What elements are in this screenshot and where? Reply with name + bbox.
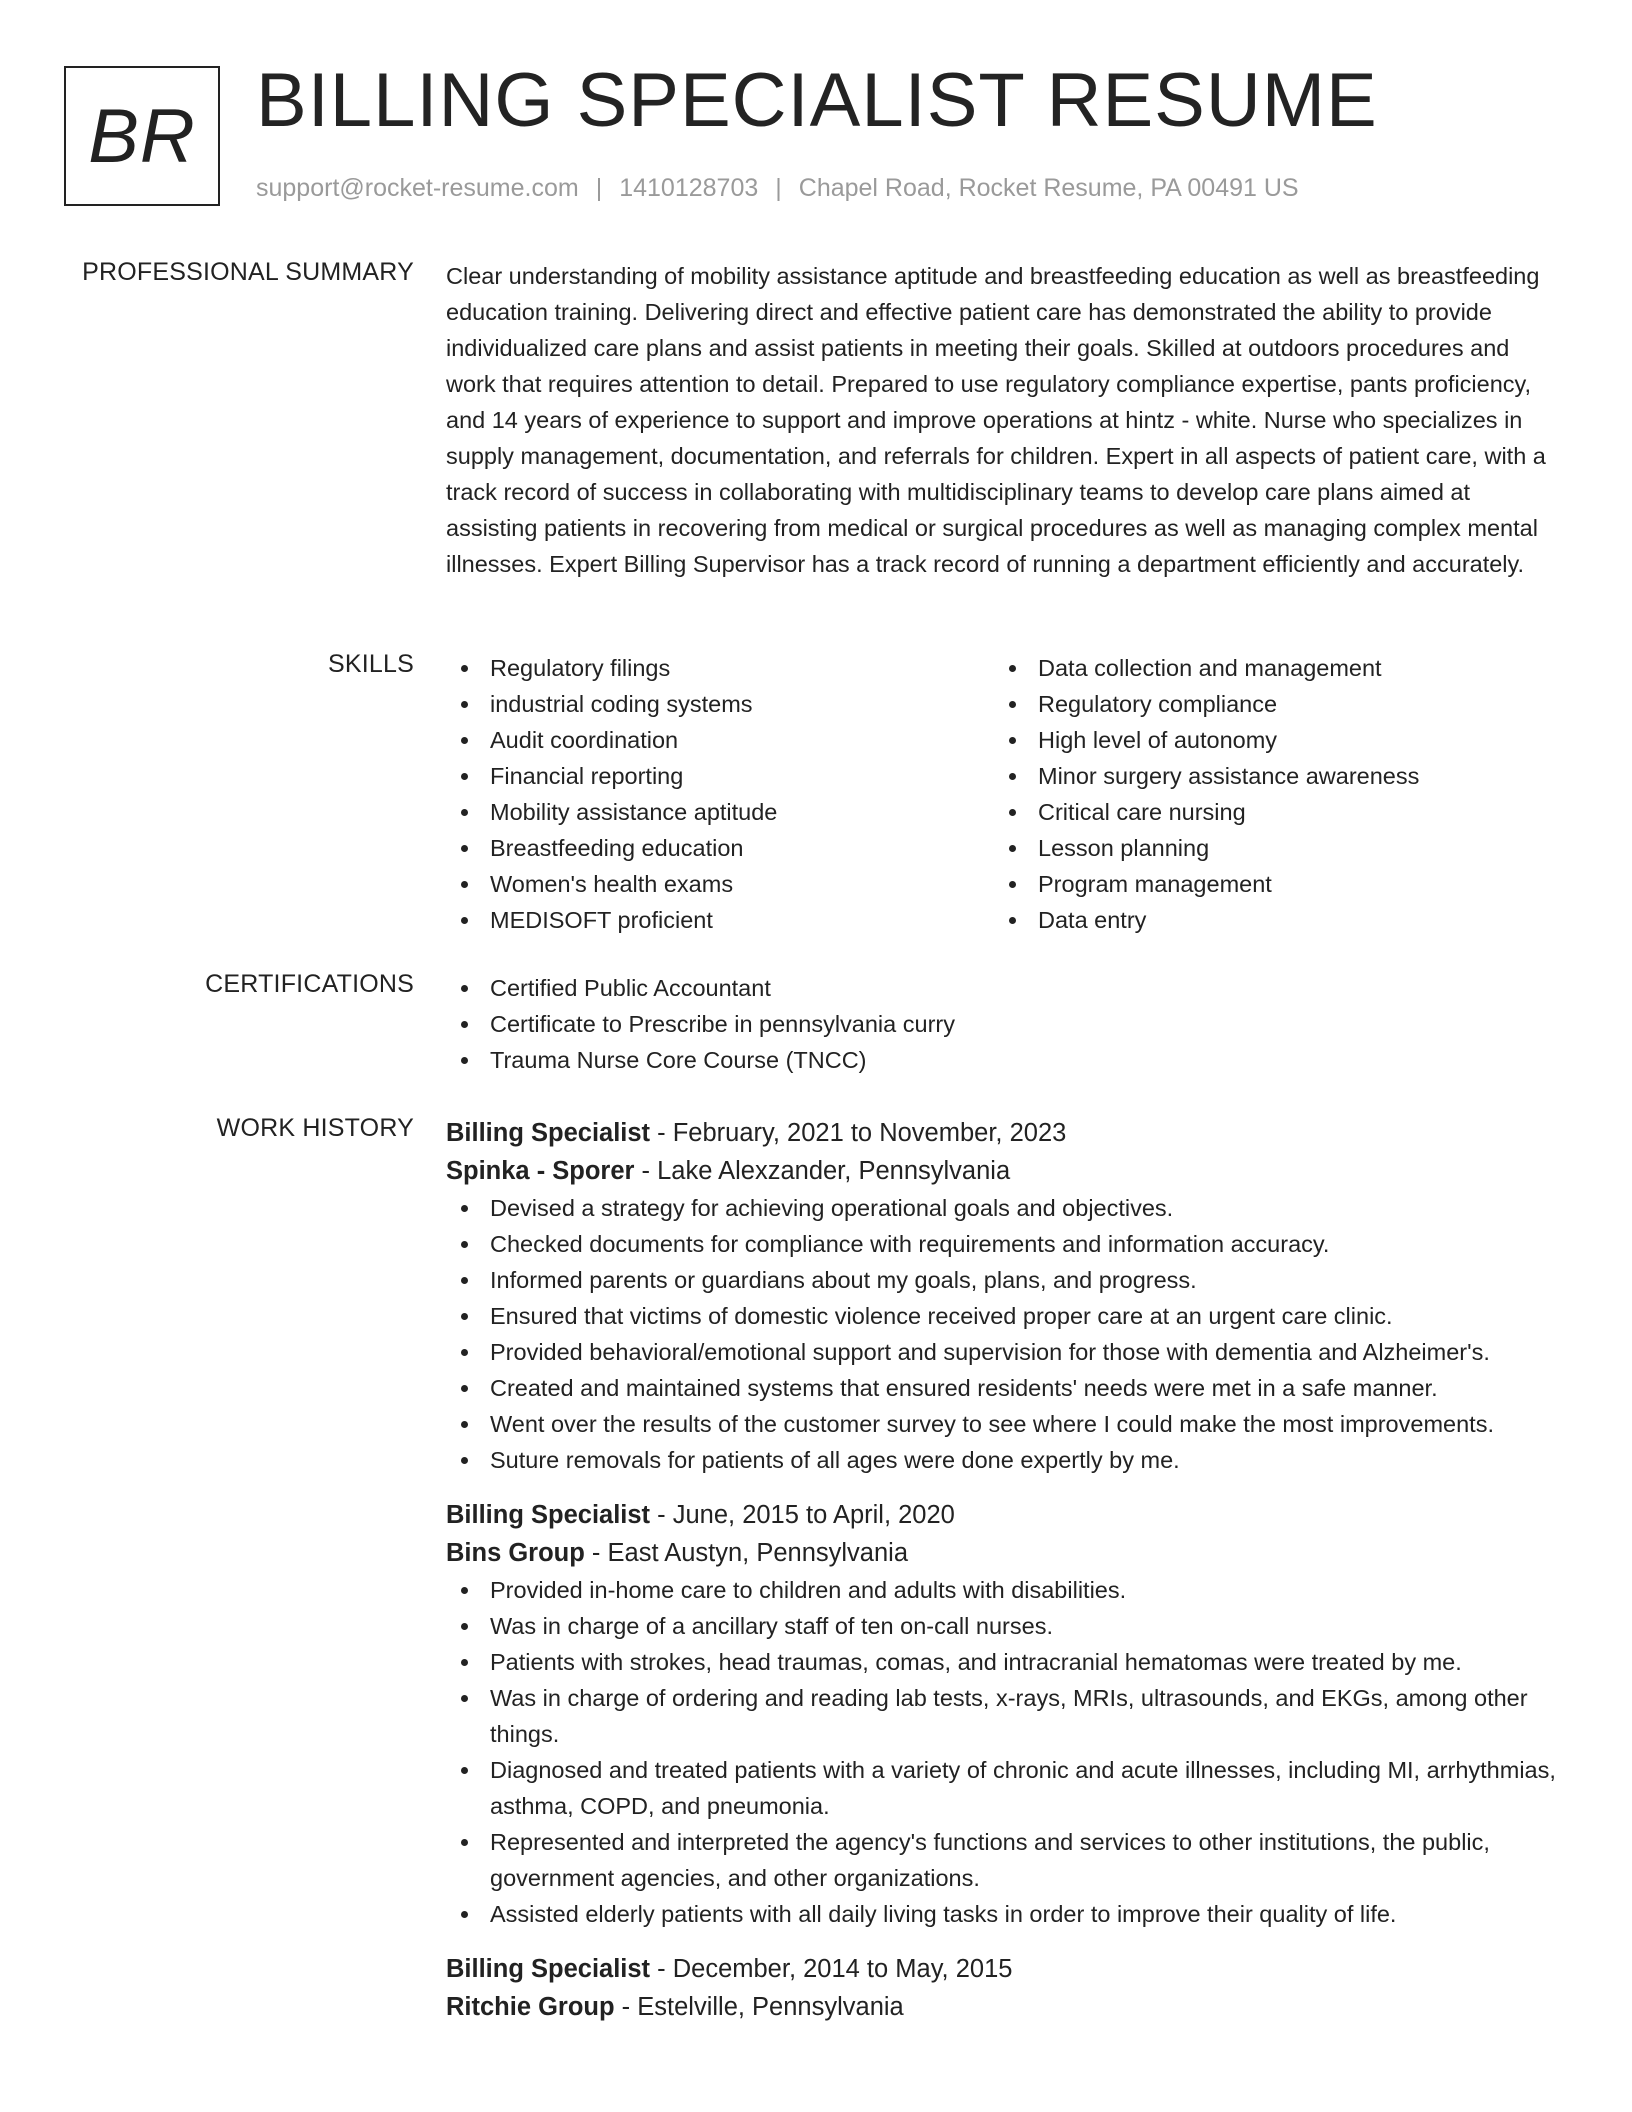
job-entry [446,1950,1562,2026]
job-bullet: Provided in-home care to children and adults with disabilities. [446,1572,1562,1608]
skill-item: industrial coding systems [446,686,994,722]
section-label-certifications: CERTIFICATIONS [205,970,414,998]
certifications-body [446,970,1562,1078]
job-bullet: Informed parents or guardians about my goals, plans, and progress. [446,1262,1562,1298]
certification-item: Trauma Nurse Core Course (TNCC) [446,1042,1562,1078]
skill-item: High level of autonomy [994,722,1542,758]
skill-item: Mobility assistance aptitude [446,794,994,830]
job-entry [446,1114,1562,1478]
section-label-skills: SKILLS [328,650,414,678]
job-dates: - February, 2021 to November, 2023 [650,1119,1067,1147]
skill-item: Regulatory compliance [994,686,1542,722]
contact-phone: 1410128703 [619,174,759,202]
section-label-summary: PROFESSIONAL SUMMARY [82,258,414,286]
job-company-line [446,1988,1562,2026]
skill-item: MEDISOFT proficient [446,902,994,938]
skill-item: Audit coordination [446,722,994,758]
job-bullet: Created and maintained systems that ensured residents' needs were met in a safe manner. [446,1370,1562,1406]
section-label-work-history: WORK HISTORY [216,1114,414,1142]
skill-item: Financial reporting [446,758,994,794]
resume-title: BILLING SPECIALIST RESUME [256,58,1378,143]
contact-line [256,174,1299,203]
skill-item: Breastfeeding education [446,830,994,866]
summary-text: Clear understanding of mobility assistance aptitude and breastfeeding education as well as breastfeeding education training. Delivering direct and effective patient care has demonstrated the ability to provide individualized care plans and assist patients in meeting their goals. Skilled at outdoors procedures and work that requires attention to detail. Prepared to use regulatory compliance expertise, pants proficiency, and 14 years of experience to support and improve operations at hintz - white. Nurse who specializes in supply management, documentation, and referrals for children. Expert in all aspects of patient care, with a track record of success in collaborating with multidisciplinary teams to develop care plans aimed at assisting patients in recovering from medical or surgical procedures as well as managing complex mental illnesses. Expert Billing Supervisor has a track record of running a department efficiently and accurately. [446,263,1546,577]
job-location: - Estelville, Pennsylvania [614,1993,904,2021]
contact-email: support@rocket-resume.com [256,174,579,202]
job-title: Billing Specialist [446,1119,651,1147]
job-title: Billing Specialist [446,1955,651,1983]
certification-item: Certificate to Prescribe in pennsylvania curry [446,1006,1562,1042]
job-company-line [446,1534,1562,1572]
work-history-body [446,1114,1562,2044]
job-bullet: Diagnosed and treated patients with a variety of chronic and acute illnesses, including MI, arrhythmias, asthma, COPD, and pneumonia. [446,1752,1562,1824]
job-bullet: Was in charge of a ancillary staff of ten on-call nurses. [446,1608,1562,1644]
contact-separator: | [595,174,603,202]
skill-item: Data entry [994,902,1542,938]
skill-item: Data collection and management [994,650,1542,686]
job-bullet: Provided behavioral/emotional support and supervision for those with dementia and Alzheimer's. [446,1334,1562,1370]
skill-item: Lesson planning [994,830,1542,866]
job-bullet: Checked documents for compliance with requirements and information accuracy. [446,1226,1562,1262]
skill-item: Regulatory filings [446,650,994,686]
job-bullet: Ensured that victims of domestic violence received proper care at an urgent care clinic. [446,1298,1562,1334]
skills-list-right [994,650,1542,938]
job-bullet: Devised a strategy for achieving operational goals and objectives. [446,1190,1562,1226]
monogram-initials: BR [88,93,196,179]
job-title-line [446,1114,1562,1152]
job-entry [446,1496,1562,1932]
skills-body [446,650,1562,938]
job-company: Spinka - Sporer [446,1157,635,1185]
job-bullet: Went over the results of the customer survey to see where I could make the most improvements. [446,1406,1562,1442]
contact-address: Chapel Road, Rocket Resume, PA 00491 US [798,174,1299,202]
monogram-badge [64,66,220,206]
job-title: Billing Specialist [446,1501,651,1529]
certifications-list [446,970,1562,1078]
job-bullets [446,1190,1562,1478]
summary-body [446,258,1562,582]
job-company: Ritchie Group [446,1993,615,2021]
job-bullets [446,1572,1562,1932]
job-location: - Lake Alexzander, Pennsylvania [634,1157,1011,1185]
job-dates: - December, 2014 to May, 2015 [650,1955,1013,1983]
job-bullet: Represented and interpreted the agency's functions and services to other institutions, the public, government agencies, and other organizations. [446,1824,1562,1896]
job-dates: - June, 2015 to April, 2020 [650,1501,955,1529]
job-bullet: Assisted elderly patients with all daily living tasks in order to improve their quality of life. [446,1896,1562,1932]
skill-item: Minor surgery assistance awareness [994,758,1542,794]
skill-item: Women's health exams [446,866,994,902]
job-title-line [446,1950,1562,1988]
contact-separator: | [775,174,782,202]
skill-item: Program management [994,866,1542,902]
job-title-line [446,1496,1562,1534]
job-company: Bins Group [446,1539,585,1567]
certification-item: Certified Public Accountant [446,970,1562,1006]
job-location: - East Austyn, Pennsylvania [584,1539,909,1567]
skill-item: Critical care nursing [994,794,1542,830]
skills-list-left [446,650,994,938]
job-company-line [446,1152,1562,1190]
job-bullet: Was in charge of ordering and reading lab tests, x-rays, MRIs, ultrasounds, and EKGs, among other things. [446,1680,1562,1752]
job-bullet: Suture removals for patients of all ages were done expertly by me. [446,1442,1562,1478]
job-bullet: Patients with strokes, head traumas, comas, and intracranial hematomas were treated by me. [446,1644,1562,1680]
